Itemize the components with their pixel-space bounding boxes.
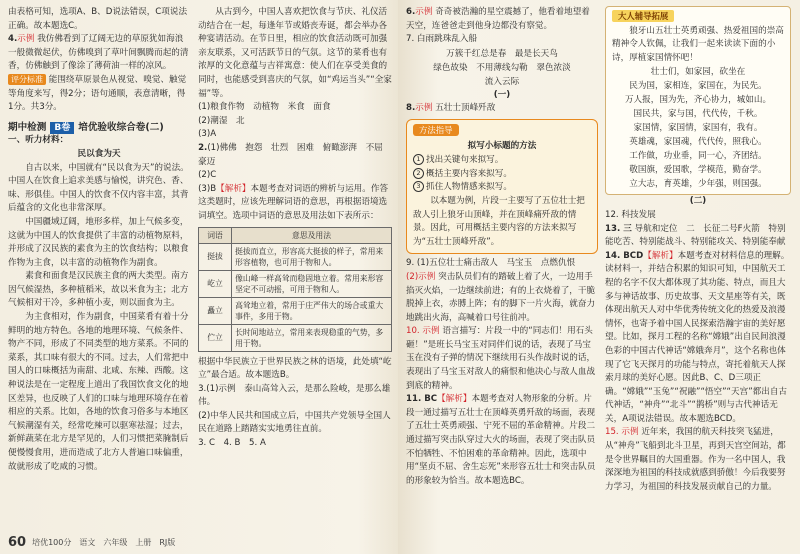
analysis-label: 【解析】: [437, 394, 472, 405]
answer-13: 13. 三 导航和定位 二 长征二号F火箭 特别能吃苦、特别能战斗、特别能攻关、特别能奉献: [605, 223, 786, 248]
method-guide-title: 拟写小标题的方法: [467, 140, 537, 151]
section-badge: B卷: [50, 122, 74, 134]
answer-3-2: (2)中华人民共和国成立后，中国共产党领导全国人民在道路上踏踏实实地勇往直前。: [198, 410, 391, 435]
table-cell: 像山峰一样高耸而稳固地立着。常用来形容坚定不可动摇，可用于物和人。: [232, 270, 392, 297]
analysis-conclusion: 根据中华民族立于世界民族之林的语境，此处填“屹立”最合适。故本题选B。: [198, 356, 392, 381]
table-header: 意思及用法: [232, 227, 392, 243]
extension-text: 狼牙山五壮士英勇顽强、热爱祖国的崇高精神令人钦佩，让我们一起来读读下面的小诗，厚植家国情怀吧！: [612, 25, 784, 63]
circle-1-icon: 1: [413, 154, 424, 165]
listening-heading: 一、听力材料：: [8, 135, 69, 146]
scoring-label: 评分标准: [8, 74, 46, 85]
method-item: 2 概括主要内容来拟写。: [413, 168, 591, 182]
scoring-criteria: 评分标准 能围绕草原景色从视觉、嗅觉、触觉等角度来写，得2分；语句通顺，表意清晰，得1分。共3分。: [8, 74, 187, 113]
word-table: [198, 227, 392, 352]
answer-1-3: (3)A: [198, 129, 217, 140]
circle-2-icon: 2: [413, 168, 424, 179]
answer-2-3: (3)B【解析】本题考查对词语的辨析与运用。作答这类题时，应该先理解词语的意思，再根据语境选词填空。选项中词语的意思及用法如下表所示：: [198, 183, 389, 221]
table-cell: 伫立: [199, 324, 232, 351]
poem-line: 万人报，国为先，齐心协力，城如山。: [624, 95, 772, 106]
right-column-1: [406, 6, 598, 554]
question-7: 7. 白雨跳珠乱入船: [406, 34, 478, 45]
poem-lines: [406, 47, 598, 89]
extension-box: [605, 6, 791, 195]
question-6: 6.示例 奇奇被浩瀚的星空震撼了，他看着地望着天空，连爸爸走到他身边都没有察觉。: [406, 7, 590, 31]
part-two-heading: (二): [689, 196, 707, 207]
table-row: [199, 297, 392, 324]
table-cell: 挺拔而直立，形容高大挺拔的样子，常用来形容植物，也可用于物和人。: [232, 243, 392, 270]
poem-line: 立大志，育英雄，少年强，则国强。: [629, 179, 767, 190]
article-title: 民以食为天: [77, 148, 121, 159]
circle-3-icon: 3: [413, 181, 424, 192]
left-column-1: [8, 6, 190, 554]
extension-poem: [612, 65, 784, 191]
paragraph: 自古以来，中国就有“民以食为天”的说法。中国人在饮食上追求美感与愉悦，讲究色、香、味、形俱佳。中国人的饮食不仅内容丰富，其背后蕴含的文化也非常深厚。: [8, 162, 189, 214]
method-item: 1 找出关键句来拟写。: [413, 154, 591, 168]
example-label: 示例: [17, 34, 35, 45]
section-title: 期中检测: [8, 121, 47, 133]
section-heading: [8, 121, 190, 135]
analysis-label: 【解析】: [216, 183, 251, 194]
method-guide-label: 方法指导: [413, 124, 459, 136]
method-guide-box: [406, 119, 598, 254]
table-cell: 挺拔: [199, 243, 232, 270]
answer-2-1: 2.(1)佛佛 抱怨 壮烈 困难 俯瞰澎湃 不屈 豪迈: [198, 142, 392, 167]
answer-9-1: 9. (1)五位壮士痛击敌人 马宝玉 点燃仇恨: [406, 258, 576, 269]
table-header-row: [199, 227, 392, 243]
poem-line: 民为国，家相连，家国在，为民先。: [629, 81, 767, 92]
poem-line: 工作做，功业垂，同一心，齐团结。: [629, 151, 767, 162]
table-row: [199, 270, 392, 297]
poem-line: 绿色故染 不用薄线勾勒 翠色浓淡: [433, 62, 571, 73]
table-cell: 高耸地立着，常用于庄严伟大的场合或重大事件，多用于物。: [232, 297, 392, 324]
poem-line: 流入云际: [484, 76, 520, 87]
page-footer: [8, 536, 175, 550]
poem-line: 国民共，家与国，代代传，千秋。: [633, 109, 763, 120]
poem-line: 英雄魂，家国魂，代代传，照我心。: [629, 137, 767, 148]
extension-label: 大人辅导拓展: [612, 10, 674, 22]
answer-2-2: (2)C: [198, 170, 217, 181]
answer-11: 11. BC【解析】本题考查对人物形象的分析。片段一通过描写五壮士在顶峰英勇歼敌的场面，表现了五壮士英勇顽强、宁死不屈的革命精神。片段二通过描写突击队穿过大火的场面，表现了突击队员不怕牺牲、不怕困难的革命精神。因此，选项中用“坚贞不屈、舍生忘死”来形容五壮士和突击队员的形象较为恰当。故本题选BC。: [406, 394, 596, 486]
example-label: 示例: [415, 103, 433, 114]
answer-3-1: 3.(1)示例 泰山高耸入云，是那么险峻，是那么雄伟。: [198, 383, 391, 408]
page-number: 60: [8, 535, 27, 551]
table-row: [199, 324, 392, 351]
answer-1-2: (2)潮湿 北: [198, 115, 245, 126]
poem-line: 敬国旗，爱国歌，学模范，勤奋学。: [629, 165, 767, 176]
part-one-heading: (一): [493, 89, 511, 100]
book-info: 培优100分 语文 六年级 上册 RJ版: [32, 538, 176, 548]
section-subtitle: 培优验收综合卷(二): [78, 121, 164, 133]
answer-9-2: (2)示例 突击队员们有的踏破上着了火，一边用手掐灭火焰，一边继续前进；有的上衣烧着了，干脆脱掉上衣，赤膊上阵；有的脚下一片火海，就奋力地跳出火海，高喊着口号往前冲。: [406, 271, 596, 323]
paragraph: 为主食相对，作为副食，中国菜肴有着十分鲜明的地方特色。各地的地理环境、气候条件、物产不同，形成了不同类型的地方菜系。不同的菜系，其口味有很大的不同。过去，人们常把中国人的口味概括为南甜、北咸、东辣、西酸。这种说法是在一定程度上道出了我国饮食文化的地区差异，也反映了人们的口味与地理环境存在着相应的关系。比如，各地的饮食习俗多与本地区气候潮湿有关，经常吃辣可以驱寒祛湿；过去，新鲜蔬菜在北方是罕见的，人们习惯把菜腌制后便慢慢食用，进而造成了北方人普遍口味偏重，故就形成了吃咸的习惯。: [8, 312, 189, 472]
table-header: 词语: [199, 227, 232, 243]
paragraph: 中国疆域辽阔，地形多样，加上气候多变，这就为中国人的饮食提供了丰富的动植物原料，并形成了汉民族的素食为主的饮食结构；以粮食作物为主食，以丰富的动植物作为副食。: [8, 216, 189, 268]
right-column-2: [605, 6, 791, 554]
analysis-label: 【解析】: [643, 250, 678, 261]
table-cell: 矗立: [199, 297, 232, 324]
paragraph: 从古到今，中国人喜欢把饮食与节庆、礼仪活动结合在一起，每逢年节或婚丧寿诞，都会举办各种宴请活动。在节日里，相应的饮食活动既可加强亲友联系，又可活跃节日的气氛。这节的菜肴也有浓厚的文化意蕴与吉祥寓意：使人们在享受美食的同时，也能感受到喜庆的气氛，如“鸡运当头”“全家福”等。: [198, 7, 392, 99]
left-column-2: [198, 6, 392, 554]
table-cell: 长时间地站立，常用来表现稳重的气势，多用于物。: [232, 324, 392, 351]
poem-line: 万簇千红总是春 最是长天鸟: [446, 48, 558, 59]
left-page: [0, 0, 398, 554]
answer-14: 14. BCD【解析】本题考查对材料信息的理解。读材料一，并结合积累的知识可知，中国航天工程的名字不仅大都体现了其功能、特点，而且大多与神话故事、历史故事、天文星座等有关，既体现出航天人对中华优秀传统文化的热爱及浪漫情怀，也寄予着中国人民探索浩瀚宇宙的美好愿望。比如，探月工程的名称“嫦娥”出自民间浪漫色彩的中国古代神话“嫦娥奔月”，这个名称也体现了它飞天探月的功能与特点，寄托着航天人探索月球的美好心愿。因此B、C、D三项正确。“嫦娥”“玉兔”“祝融”“悟空”“天宫”都出自古代神话，“神舟”“北斗”“鹊桥”则与古代神话无关，A项说法错误。故本题选BCD。: [605, 250, 790, 424]
table-row: [199, 243, 392, 270]
answer-choices: 3. C 4. B 5. A: [198, 438, 266, 449]
method-item: 3 抓住人物情感来拟写。: [413, 181, 591, 195]
table-cell: 屹立: [199, 270, 232, 297]
question-4: 4.示例 我仿佛看到了辽阔无边的草原犹如海浪一般微微起伏，仿佛嗅到了草叶间飘腾而起的清香，仿佛触到了像涂了薄荷油一样的凉风。: [8, 34, 189, 72]
method-note: 以本题为例，片段一主要写了五位壮士把敌人引上狼牙山顶峰，并在顶峰痛歼敌的情景。因此，可用概括主要内容的方法来拟写为“五壮士顶峰歼敌”。: [413, 195, 585, 247]
paragraph: 素食和面食是汉民族主食的两大类型。南方因气候湿热，多种植稻米，故以米食为主；北方气候相对干冷，多种植小麦，则以面食为主。: [8, 271, 189, 309]
answer-10: 10. 示例 语言描写：片段一中的“同志们！用石头砸！”是班长马宝玉对同伴们说的话，表现了马宝玉在没有子弹的情况下继续用石头作战时说的话，表现出了马宝玉对敌人的痛恨和他决心与敌人血战到底的精神。: [406, 326, 596, 391]
poem-line: 壮士们，如家园，砍坐在: [650, 67, 746, 78]
right-page: [398, 0, 800, 554]
poem-line: 家国情，家国情，家国有，我有。: [633, 123, 763, 134]
answer-1-1: (1)粮食作物 动植物 米食 面食: [198, 102, 331, 113]
intro-text: 由表格可知，选项A、B、D说法错误，C项说法正确。故本题选C。: [8, 7, 188, 31]
example-label: 示例: [415, 7, 433, 17]
answer-12: 12. 科技发展: [605, 209, 656, 220]
question-8: 8.示例 五壮士顶峰歼敌: [406, 103, 496, 114]
answer-15: 15. 示例 近年来，我国的航天科技突飞猛进，从“神舟”飞船到北斗卫星，再到天宫空间站，都是令世界瞩目的大国重器。作为一名中国人，我深深地为祖国的科技成就感到骄傲！今后我要努力学习，为祖国的科技发展贡献自己的力量。: [605, 427, 786, 492]
